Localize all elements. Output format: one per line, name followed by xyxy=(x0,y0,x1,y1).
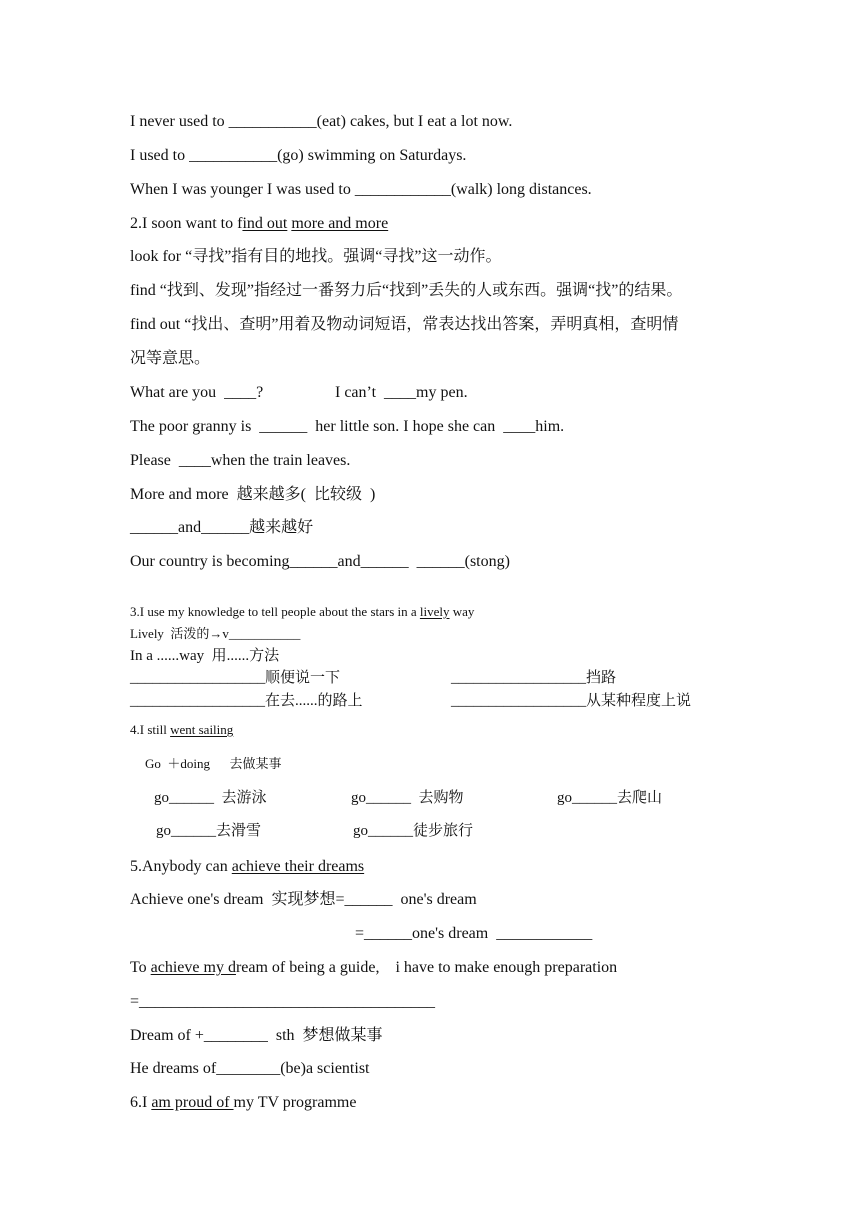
underlined-text: ind out xyxy=(242,215,288,232)
text: 6.I xyxy=(130,1094,152,1111)
line-by-the-way xyxy=(130,669,617,687)
text: look for “寻找”指有目的地找。强调“寻找”这一动作。 xyxy=(130,248,502,265)
line-go-exercise xyxy=(130,146,466,166)
text: 2.I soon want to f xyxy=(130,215,243,232)
underlined-text: achieve their dreams xyxy=(231,858,365,875)
heading-2 xyxy=(130,214,388,234)
line-go-doing xyxy=(145,756,282,772)
text: Please ____when the train leaves. xyxy=(130,452,351,469)
underlined-text: achieve my d xyxy=(150,959,236,976)
heading-5 xyxy=(130,857,364,877)
text: way xyxy=(449,604,475,619)
text: my TV programme xyxy=(233,1094,357,1111)
underlined-text: went sailing xyxy=(170,722,234,737)
text: go______ 去游泳 xyxy=(154,790,267,806)
heading-4 xyxy=(130,722,233,738)
text: I used to ___________(go) swimming on Saturdays. xyxy=(130,147,467,164)
line-go-activities-1 xyxy=(154,789,663,807)
text: When I was younger I was used to ____________(walk) long distances. xyxy=(130,181,592,198)
text: ______and______越来越好 xyxy=(130,519,314,536)
line-lively xyxy=(130,626,300,642)
line-what-are-you xyxy=(130,383,468,403)
text: go______徒步旅行 xyxy=(353,823,474,839)
line-achieve-dream xyxy=(130,890,477,910)
line-walk-exercise xyxy=(130,180,592,200)
text: 况等意思。 xyxy=(130,350,211,367)
text: find “找到、发现”指经过一番努力后“找到”丢失的人或东西。强调“找”的结果。 xyxy=(130,282,683,299)
line-our-country xyxy=(130,552,510,572)
text: He dreams of________(be)a scientist xyxy=(130,1060,370,1077)
text: =_____________________________________ xyxy=(130,993,436,1010)
text: What are you ____? xyxy=(130,384,264,401)
line-please xyxy=(130,451,350,471)
text: =______one's dream ____________ xyxy=(355,925,593,942)
text: I can’t ____my pen. xyxy=(335,384,468,401)
text: I never used to ___________(eat) cakes, but I eat a lot now. xyxy=(130,113,513,130)
line-poor-granny xyxy=(130,417,564,437)
line-equals-blank xyxy=(130,992,435,1012)
text: Our country is becoming______and______ ______(stong) xyxy=(130,553,510,570)
text: Dream of +________ sth 梦想做某事 xyxy=(130,1027,383,1044)
line-on-the-way xyxy=(130,692,692,710)
text: __________________挡路 xyxy=(451,670,617,686)
line-look-for xyxy=(130,247,502,267)
line-he-dreams xyxy=(130,1059,369,1079)
text: Achieve one's dream 实现梦想=______ one's dream xyxy=(130,891,477,908)
text: ream of being a guide, i have to make enough preparation xyxy=(235,959,618,976)
text: find out “找出、查明”用着及物动词短语，常表达找出答案，弄明真相，查明情 xyxy=(130,316,679,333)
text: go______去滑雪 xyxy=(156,823,262,839)
text: In a ......way 用......方法 xyxy=(130,648,280,664)
line-find-out xyxy=(130,315,678,335)
line-find xyxy=(130,281,682,301)
underlined-text: lively xyxy=(419,604,450,619)
line-better-and-better xyxy=(130,518,313,538)
text: go______去爬山 xyxy=(557,790,663,806)
text: 3.I use my knowledge to tell people about the stars in a xyxy=(130,604,420,619)
text: Lively 活泼的→v___________ xyxy=(130,626,301,641)
text: go______ 去购物 xyxy=(351,790,464,806)
line-find-out-cont xyxy=(130,349,210,369)
underlined-text: am proud of xyxy=(151,1094,234,1111)
text: __________________从某种程度上说 xyxy=(451,693,692,709)
heading-6 xyxy=(130,1093,356,1113)
line-to-achieve xyxy=(130,958,617,978)
text: __________________顺便说一下 xyxy=(130,670,341,686)
heading-3 xyxy=(130,604,474,620)
text: 5.Anybody can xyxy=(130,858,232,875)
underlined-text: more and more xyxy=(291,215,389,232)
text: The poor granny is ______ her little son. I hope she can ____him. xyxy=(130,418,565,435)
text: More and more 越来越多( 比较级 ) xyxy=(130,486,376,503)
line-eat-exercise xyxy=(130,112,512,132)
text: To xyxy=(130,959,151,976)
line-in-a-way xyxy=(130,647,279,665)
line-dream-of xyxy=(130,1026,383,1046)
line-more-and-more xyxy=(130,485,375,505)
line-go-activities-2 xyxy=(156,822,474,840)
text: 4.I still xyxy=(130,722,171,737)
text: Go ＋doing 去做某事 xyxy=(145,756,282,771)
line-equals-dream xyxy=(355,924,592,944)
text: __________________在去......的路上 xyxy=(130,693,363,709)
